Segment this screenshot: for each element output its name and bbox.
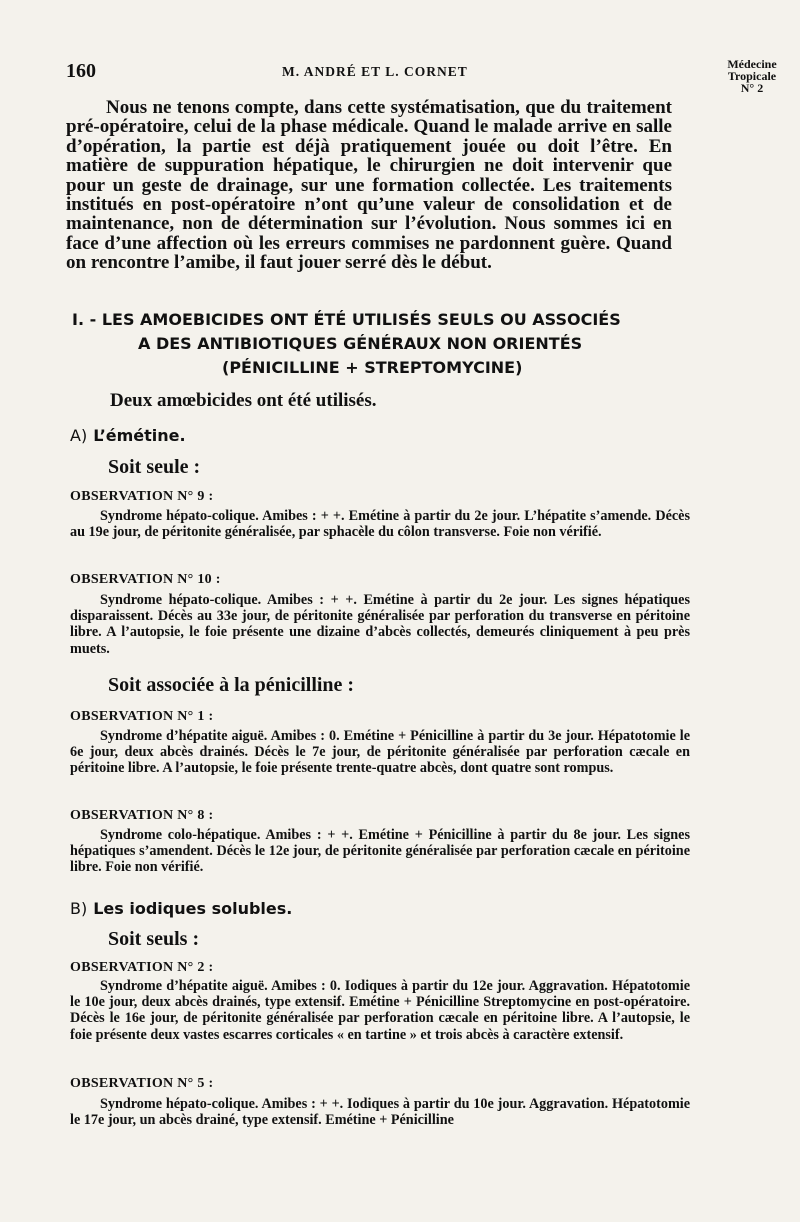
journal-tag [712, 58, 792, 94]
intro-paragraph [66, 98, 672, 273]
section-heading-line: A DES ANTIBIOTIQUES GÉNÉRAUX NON ORIENTÉS [138, 334, 583, 353]
running-head: M. ANDRÉ ET L. CORNET [282, 64, 468, 79]
observation-body: Syndrome hépato-colique. Amibes : + +. Emétine à partir du 2e jour. L’hépatite s’amende. Décès au 19e jour, de péritonite généralisée, par sphacèle du côlon transverse. Foie non vérifié. [70, 508, 690, 541]
page-number: 160 [66, 60, 96, 82]
observation-body: Syndrome d’hépatite aiguë. Amibes : 0. Emétine + Pénicilline à partir du 3e jour. Hépatotomie le 6e jour, deux abcès drainés. Décès le 7e jour, de péritonite généralisée par perforation cæcale en péritoine libre. A l’autopsie, le foie présente trente-quatre abcès, dont quatre sont rompus. [70, 728, 690, 777]
lead-sentence: Deux amœbicides ont été utilisés. [110, 390, 377, 411]
subsection-letter: A) [70, 426, 88, 445]
section-heading [72, 308, 692, 380]
section-heading-line: (PÉNICILLINE + STREPTOMYCINE) [222, 358, 523, 377]
journal-tag-line: N° 2 [740, 81, 764, 95]
subsection-a-heading [70, 426, 186, 445]
subsection-title: Les iodiques solubles. [93, 899, 293, 918]
variant-heading: Soit seule : [108, 456, 201, 478]
observation-body: Syndrome colo-hépatique. Amibes : + +. Emétine + Pénicilline à partir du 8e jour. Les signes hépatiques s’amendent. Décès le 12e jour, de péritonite généralisée par perforation cæcale en péritoine libre. Foie non vérifié. [70, 827, 690, 876]
observation-body: Syndrome d’hépatite aiguë. Amibes : 0. Iodiques à partir du 12e jour. Aggravation. Hépatotomie le 10e jour, deux abcès drainés, type extensif. Emétine + Pénicilline Streptomycine en post-opératoire. Décès le 16e jour, de péritonite généralisée par perforation cæcale en péritoine libre. A l’autopsie, le foie présente deux vastes escarres corticales « en tartine » et trois abcès à caractère extensif. [70, 978, 690, 1043]
observation-text [70, 1096, 690, 1128]
observation-title: OBSERVATION N° 5 : [70, 1076, 214, 1091]
observation-title: OBSERVATION N° 8 : [70, 808, 214, 823]
journal-tag-line: Tropicale [727, 69, 777, 83]
observation-text [70, 592, 690, 657]
observation-title: OBSERVATION N° 9 : [70, 489, 214, 504]
observation-title: OBSERVATION N° 10 : [70, 572, 221, 587]
observation-text [70, 508, 690, 540]
subsection-b-heading [70, 899, 292, 918]
journal-tag-line: Médecine [727, 57, 777, 71]
variant-heading: Soit associée à la pénicilline : [108, 674, 355, 696]
observation-body: Syndrome hépato-colique. Amibes : + +. Emétine à partir du 2e jour. Les signes hépatiques disparaissent. Décès au 33e jour, de péritonite généralisée par perforation du transverse en péritoine libre. A l’autopsie, le foie présente une dizaine d’abcès collectés, demeurés cliniquement à peu près muets. [70, 592, 690, 657]
page-header [0, 57, 800, 95]
observation-body: Syndrome hépato-colique. Amibes : + +. Iodiques à partir du 10e jour. Aggravation. Hépatotomie le 17e jour, un abcès drainé, type extensif. Emétine + Pénicilline [70, 1096, 690, 1129]
section-heading-line: I. - LES AMOEBICIDES ONT ÉTÉ UTILISÉS SEULS OU ASSOCIÉS [72, 310, 621, 329]
subsection-title: L’émétine. [93, 426, 186, 445]
observation-text [70, 978, 690, 1043]
variant-heading: Soit seuls : [108, 928, 200, 950]
observation-title: OBSERVATION N° 2 : [70, 960, 214, 975]
observation-text [70, 728, 690, 777]
subsection-letter: B) [70, 899, 88, 918]
observation-text [70, 827, 690, 876]
observation-title: OBSERVATION N° 1 : [70, 709, 214, 724]
intro-text: Nous ne tenons compte, dans cette systématisation, que du traitement pré-opératoire, celui de la phase médicale. Quand le malade arrive en salle d’opération, la partie est déjà pratiquement jouée ou doit l’être. En matière de suppuration hépatique, le chirurgien ne doit intervenir que pour un geste de drainage, sur une formation collectée. Les traitements institués en post-opératoire n’ont qu’une valeur de consolidation et de maintenance, non de détermination sur l’évolution. Nous sommes ici en face d’une affection où les erreurs commises ne pardonnent guère. Quand on rencontre l’amibe, il faut jouer serré dès le début. [66, 97, 672, 274]
